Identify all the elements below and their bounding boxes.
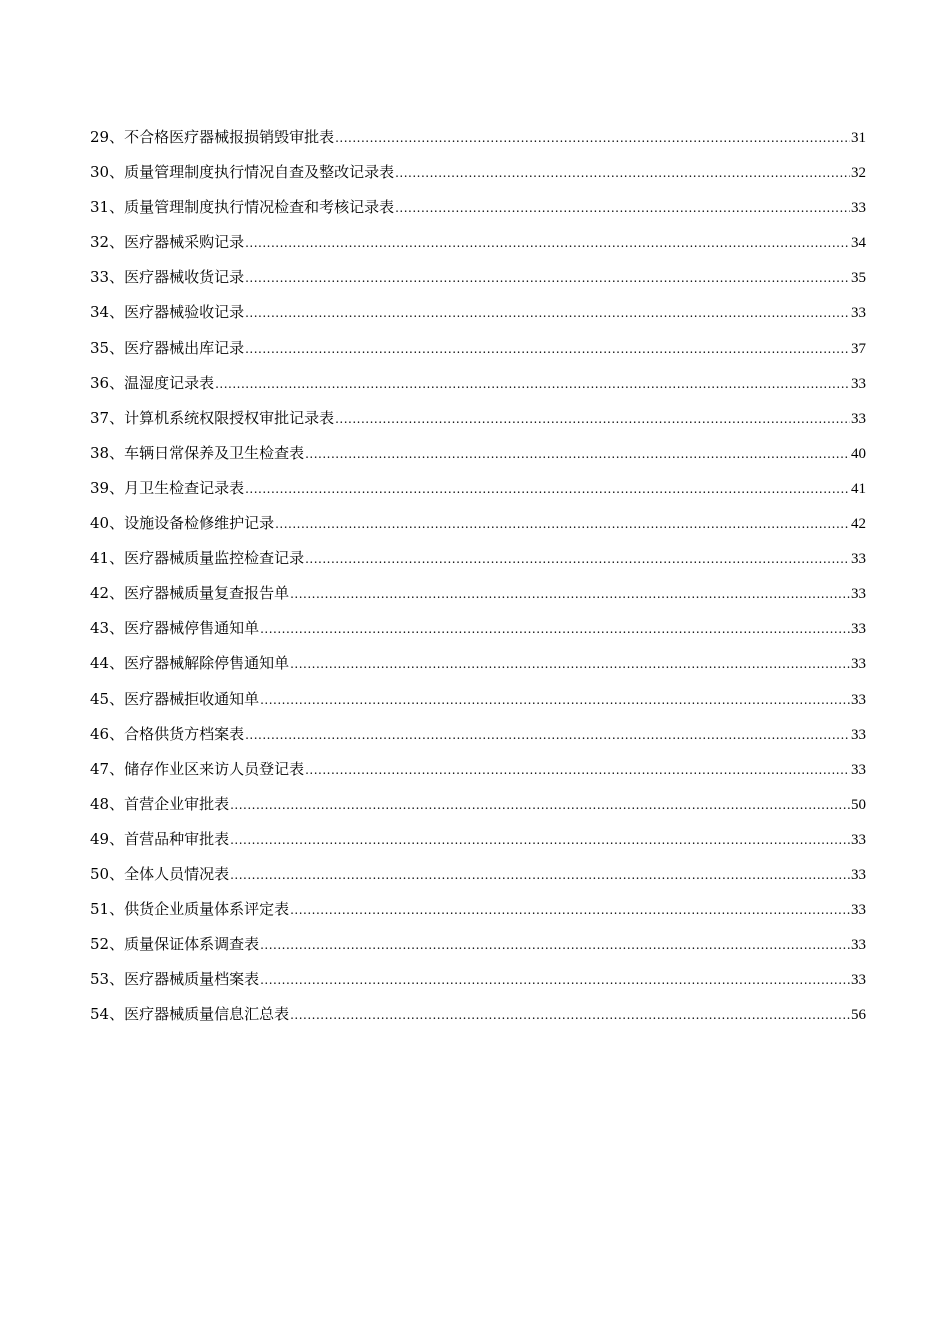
toc-entry-title: 46、合格供货方档案表 <box>90 724 245 743</box>
toc-entry-title: 33、医疗器械收货记录 <box>90 268 245 287</box>
toc-entry-title: 38、车辆日常保养及卫生检查表 <box>90 443 305 462</box>
toc-entry-title: 30、质量管理制度执行情况自查及整改记录表 <box>90 163 395 182</box>
toc-entry-title: 34、医疗器械验收记录 <box>90 303 245 322</box>
toc-page-number: 33 <box>851 691 866 708</box>
toc-entry[interactable] <box>90 506 866 541</box>
toc-page-number: 33 <box>851 866 866 883</box>
toc-page-number: 32 <box>851 165 866 182</box>
table-of-contents <box>90 120 866 1032</box>
toc-dot-leader <box>245 261 850 296</box>
toc-dot-leader <box>305 753 850 788</box>
toc-page-number: 33 <box>851 410 866 427</box>
toc-entry-title: 50、全体人员情况表 <box>90 864 230 883</box>
toc-entry[interactable] <box>90 190 866 225</box>
toc-page-number: 33 <box>851 726 866 743</box>
toc-dot-leader <box>335 402 850 437</box>
toc-dot-leader <box>335 121 850 156</box>
toc-page-number: 40 <box>851 445 866 462</box>
toc-dot-leader <box>245 332 850 367</box>
toc-entry-title: 31、质量管理制度执行情况检查和考核记录表 <box>90 198 395 217</box>
toc-dot-leader <box>275 507 850 542</box>
toc-page-number: 34 <box>851 235 866 252</box>
toc-entry[interactable] <box>90 436 866 471</box>
toc-entry[interactable] <box>90 997 866 1032</box>
toc-entry[interactable] <box>90 752 866 787</box>
toc-entry-title: 37、计算机系统权限授权审批记录表 <box>90 408 335 427</box>
toc-dot-leader <box>230 858 850 893</box>
toc-dot-leader <box>290 577 850 612</box>
toc-page-number: 41 <box>851 480 866 497</box>
toc-dot-leader <box>215 367 850 402</box>
toc-entry-title: 54、医疗器械质量信息汇总表 <box>90 1005 290 1024</box>
toc-dot-leader <box>260 612 850 647</box>
toc-entry-title: 36、温湿度记录表 <box>90 373 215 392</box>
toc-page-number: 33 <box>851 831 866 848</box>
toc-page-number: 33 <box>851 656 866 673</box>
toc-page-number: 50 <box>851 796 866 813</box>
toc-entry-title: 45、医疗器械拒收通知单 <box>90 689 260 708</box>
toc-dot-leader <box>245 472 850 507</box>
toc-entry[interactable] <box>90 471 866 506</box>
toc-page-number: 33 <box>851 586 866 603</box>
toc-page-number: 33 <box>851 200 866 217</box>
toc-entry[interactable] <box>90 541 866 576</box>
toc-dot-leader <box>230 823 850 858</box>
toc-dot-leader <box>230 788 850 823</box>
toc-entry[interactable] <box>90 366 866 401</box>
toc-dot-leader <box>245 718 850 753</box>
toc-page-number: 33 <box>851 375 866 392</box>
toc-page-number: 33 <box>851 902 866 919</box>
toc-page-number: 33 <box>851 972 866 989</box>
toc-entry-title: 35、医疗器械出库记录 <box>90 338 245 357</box>
toc-entry[interactable] <box>90 611 866 646</box>
toc-entry-title: 43、医疗器械停售通知单 <box>90 619 260 638</box>
toc-entry[interactable] <box>90 225 866 260</box>
toc-entry[interactable] <box>90 787 866 822</box>
toc-page-number: 33 <box>851 305 866 322</box>
toc-page-number: 33 <box>851 937 866 954</box>
toc-entry-title: 29、不合格医疗器械报损销毁审批表 <box>90 128 335 146</box>
toc-dot-leader <box>245 296 850 331</box>
toc-dot-leader <box>305 437 850 472</box>
toc-dot-leader <box>245 226 850 261</box>
toc-entry[interactable] <box>90 646 866 681</box>
toc-dot-leader <box>290 893 850 928</box>
toc-entry-title: 47、储存作业区来访人员登记表 <box>90 759 305 778</box>
toc-page-number: 33 <box>851 551 866 568</box>
toc-entry[interactable] <box>90 260 866 295</box>
toc-entry[interactable] <box>90 155 866 190</box>
toc-entry[interactable] <box>90 927 866 962</box>
toc-page-number: 33 <box>851 621 866 638</box>
toc-dot-leader <box>305 542 850 577</box>
toc-entry-title: 39、月卫生检查记录表 <box>90 478 245 497</box>
toc-page-number: 35 <box>851 270 866 287</box>
toc-entry-title: 53、医疗器械质量档案表 <box>90 970 260 989</box>
toc-dot-leader <box>395 191 850 226</box>
toc-entry-title: 44、医疗器械解除停售通知单 <box>90 654 290 673</box>
toc-entry-title: 49、首营品种审批表 <box>90 829 230 848</box>
toc-dot-leader <box>290 647 850 682</box>
toc-entry[interactable] <box>90 331 866 366</box>
toc-entry-title: 51、供货企业质量体系评定表 <box>90 900 290 919</box>
toc-entry[interactable] <box>90 295 866 330</box>
toc-entry-title: 40、设施设备检修维护记录 <box>90 514 275 533</box>
toc-page-number: 42 <box>851 516 866 533</box>
toc-dot-leader <box>260 928 850 963</box>
toc-entry[interactable] <box>90 576 866 611</box>
toc-entry-title: 48、首营企业审批表 <box>90 794 230 813</box>
toc-page-number: 56 <box>851 1007 866 1024</box>
toc-dot-leader <box>260 683 850 718</box>
toc-entry[interactable] <box>90 682 866 717</box>
toc-page-number: 33 <box>851 761 866 778</box>
toc-entry-title: 32、医疗器械采购记录 <box>90 233 245 252</box>
toc-entry[interactable] <box>90 857 866 892</box>
toc-entry[interactable] <box>90 120 866 155</box>
toc-page-number: 31 <box>851 130 866 146</box>
toc-dot-leader <box>260 963 850 998</box>
toc-entry[interactable] <box>90 892 866 927</box>
toc-entry-title: 52、质量保证体系调查表 <box>90 935 260 954</box>
toc-entry[interactable] <box>90 962 866 997</box>
toc-dot-leader <box>290 998 850 1033</box>
toc-dot-leader <box>395 156 850 191</box>
toc-entry[interactable] <box>90 717 866 752</box>
toc-entry-title: 42、医疗器械质量复查报告单 <box>90 584 290 603</box>
toc-entry[interactable] <box>90 822 866 857</box>
toc-entry[interactable] <box>90 401 866 436</box>
toc-page-number: 37 <box>851 340 866 357</box>
toc-entry-title: 41、医疗器械质量监控检查记录 <box>90 549 305 568</box>
